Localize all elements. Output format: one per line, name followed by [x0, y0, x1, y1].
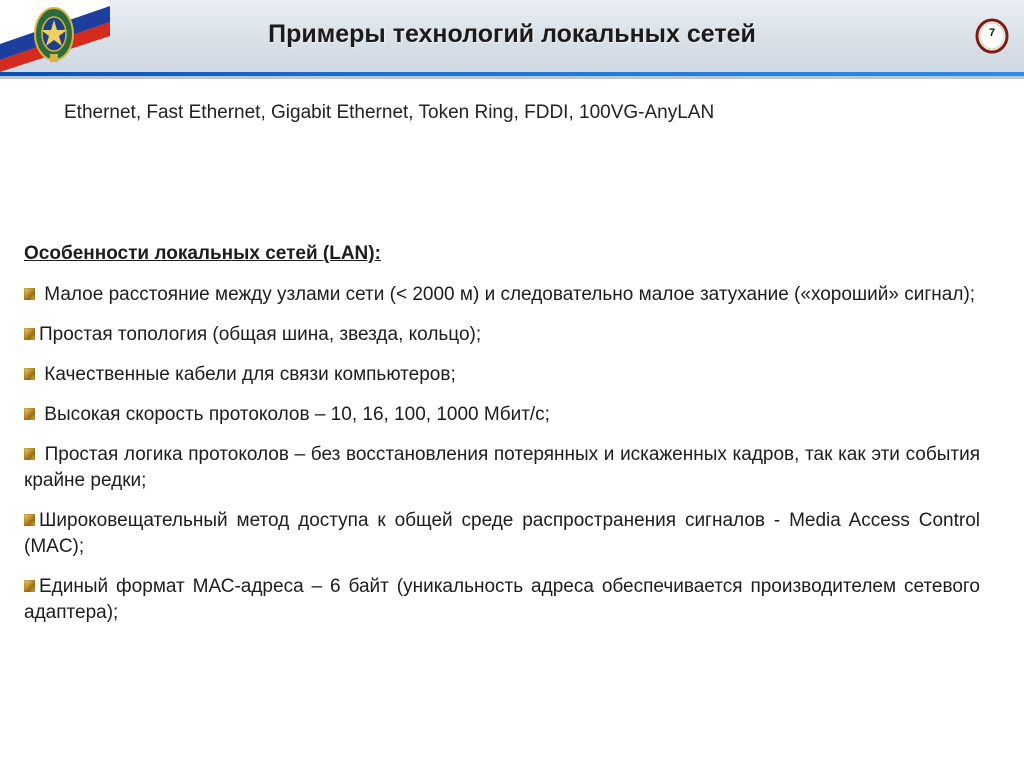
list-item — [24, 362, 980, 388]
list-item-text: Малое расстояние между узлами сети (< 2000 м) и следовательно малое затухание («хороший» сигнал); — [39, 284, 976, 305]
section-title: Особенности локальных сетей (LAN): — [24, 243, 381, 264]
gold-square-bullet-icon — [24, 580, 35, 592]
header-shadow — [0, 76, 1024, 79]
gold-square-bullet-icon — [24, 368, 35, 380]
features-list — [24, 282, 980, 640]
gold-square-bullet-icon — [24, 514, 35, 526]
list-item-text: Простая топология (общая шина, звезда, кольцо); — [39, 324, 482, 345]
list-item — [24, 442, 980, 494]
gold-square-bullet-icon — [24, 288, 35, 300]
page-number: 7 — [988, 27, 996, 39]
gold-square-bullet-icon — [24, 328, 35, 340]
technology-list: Ethernet, Fast Ethernet, Gigabit Ethernet, Token Ring, FDDI, 100VG-AnyLAN — [64, 102, 715, 123]
slide-title: Примеры технологий локальных сетей — [268, 20, 756, 48]
slide-header — [0, 0, 1024, 78]
list-item — [24, 402, 980, 428]
list-item-text: Высокая скорость протоколов – 10, 16, 100, 1000 Мбит/с; — [39, 404, 550, 425]
gold-square-bullet-icon — [24, 408, 35, 420]
list-item — [24, 574, 980, 626]
list-item — [24, 322, 980, 348]
gold-square-bullet-icon — [24, 448, 35, 460]
list-item — [24, 282, 980, 308]
list-item-text: Единый формат МАС-адреса – 6 байт (уникальность адреса обеспечивается производителем сетевого адаптера); — [24, 576, 980, 623]
list-item-text: Качественные кабели для связи компьютеров; — [39, 364, 456, 385]
list-item — [24, 508, 980, 560]
list-item-text: Простая логика протоколов – без восстановления потерянных и искаженных кадров, так как эти события крайне редки; — [24, 444, 980, 491]
list-item-text: Широковещательный метод доступа к общей среде распространения сигналов - Media Access Control (MAC); — [24, 510, 980, 557]
